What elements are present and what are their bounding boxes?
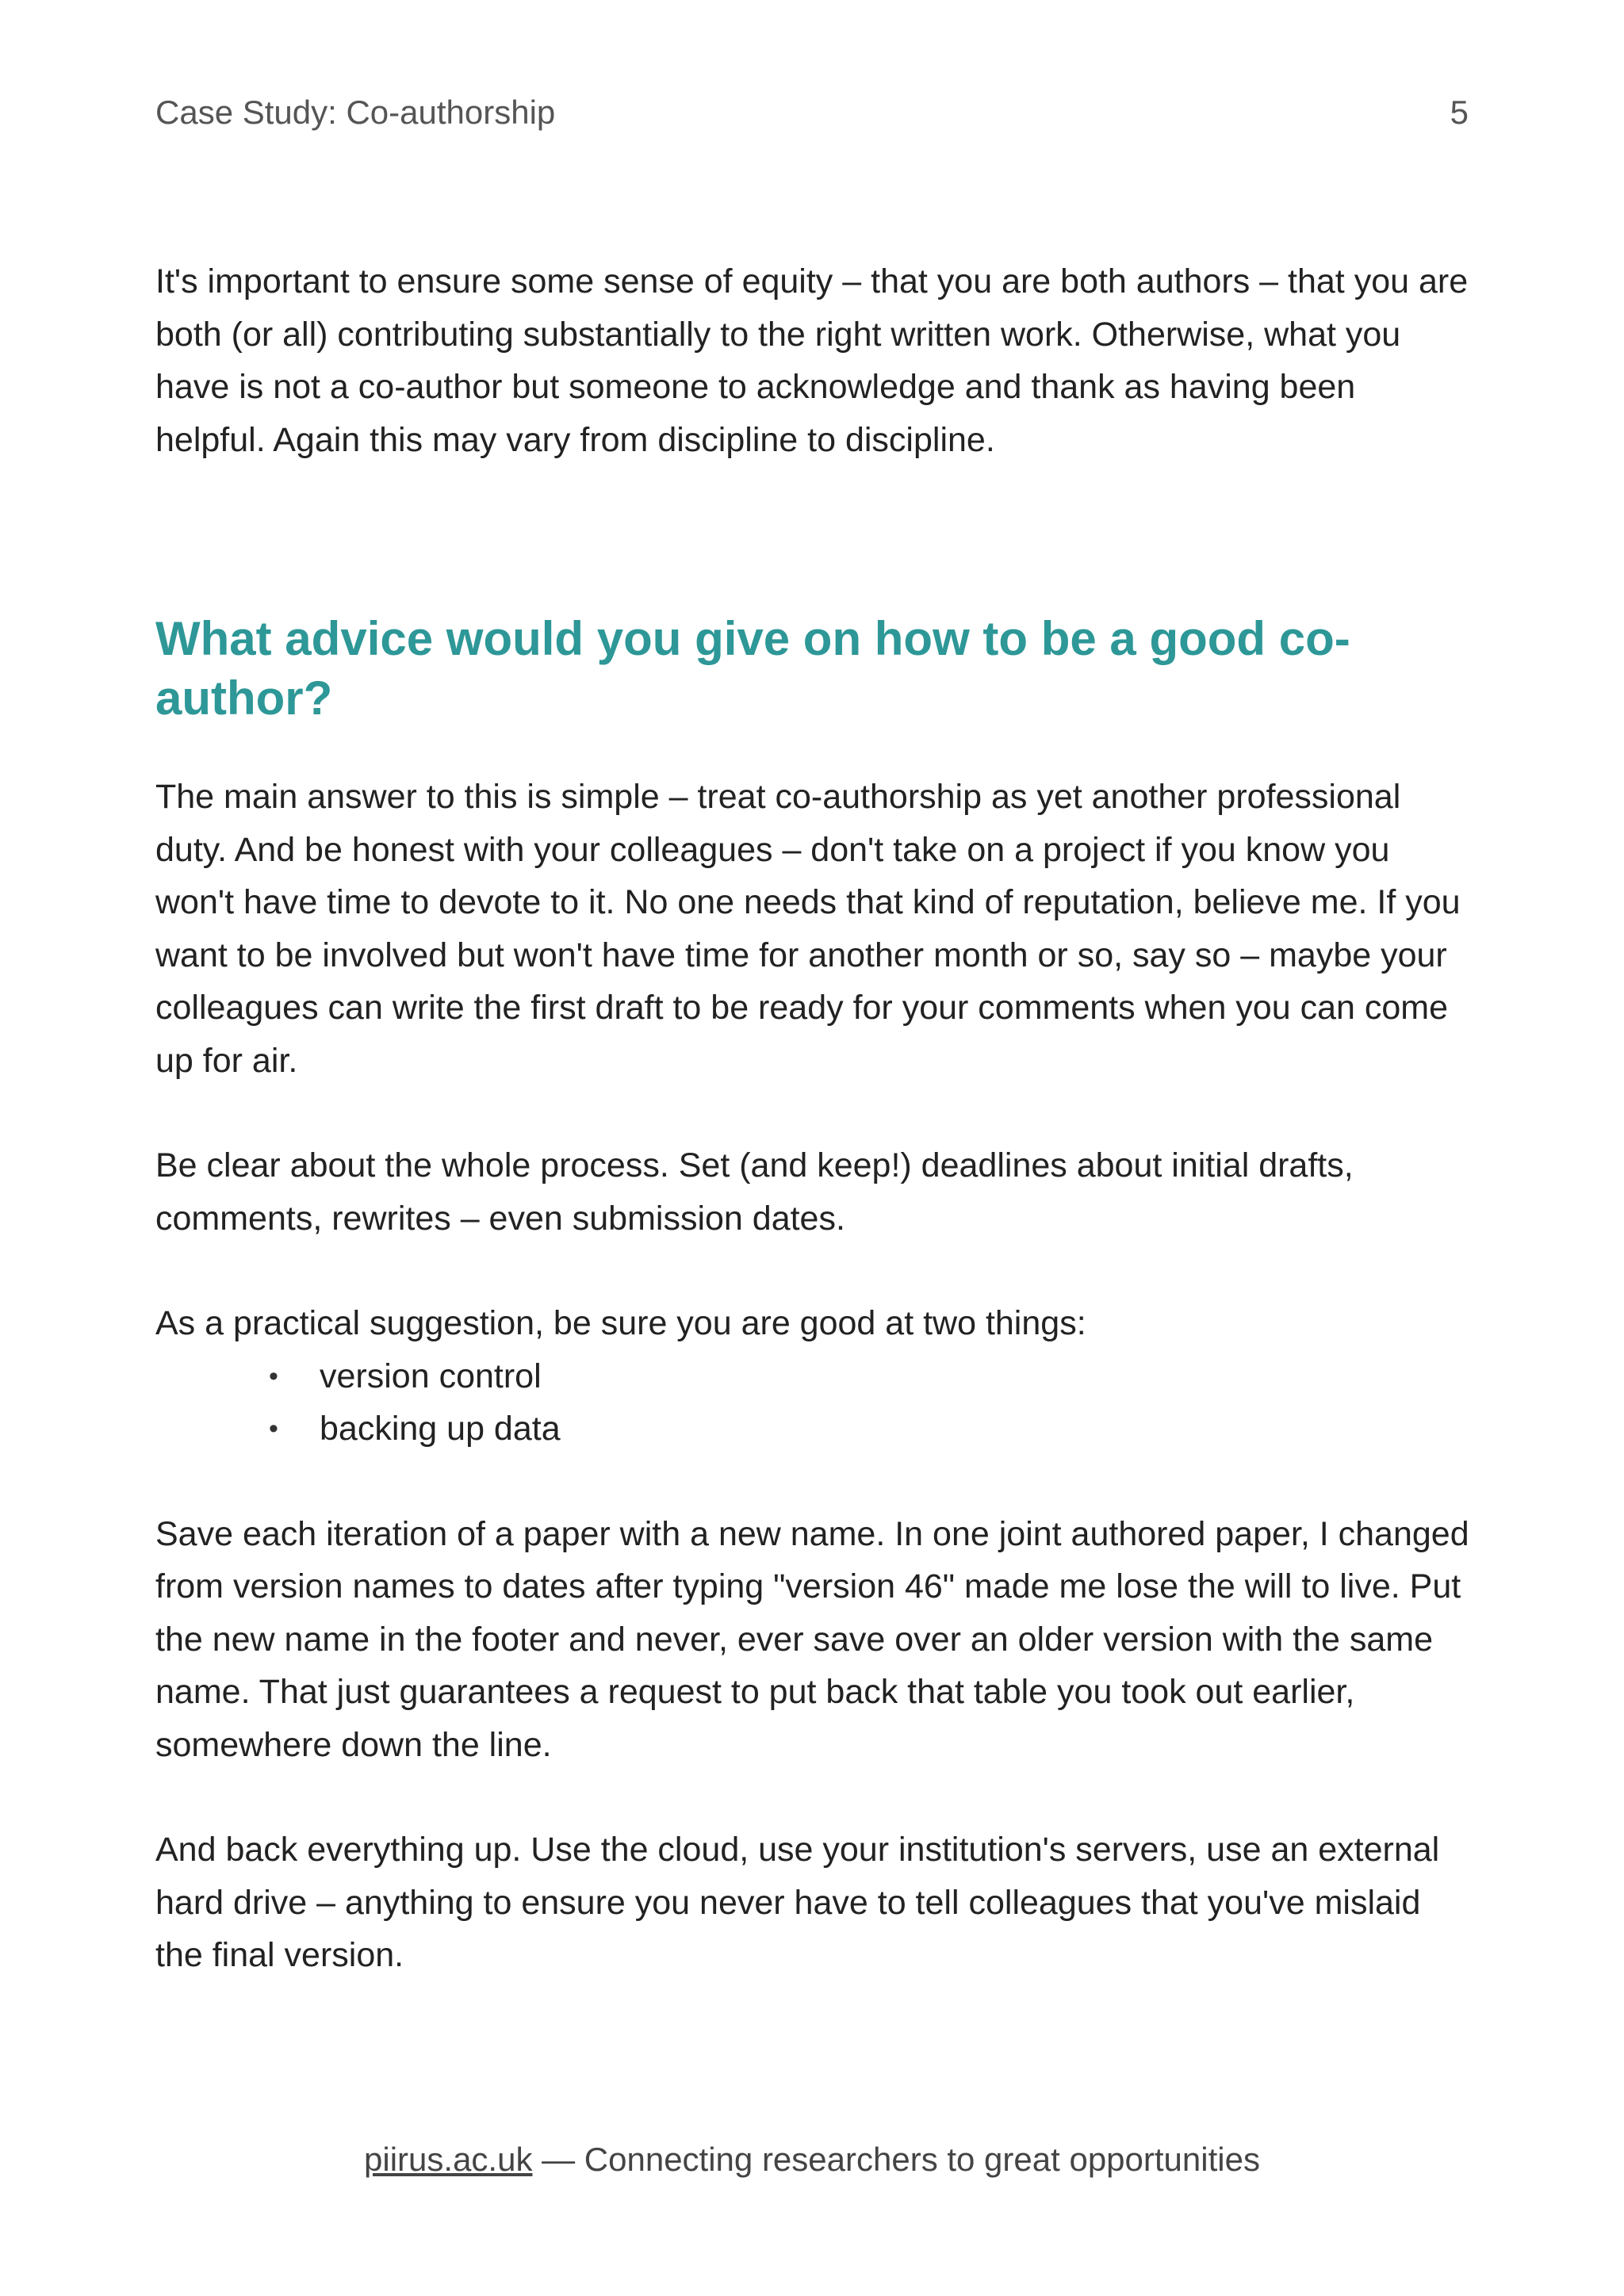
site-link[interactable]: piirus.ac.uk	[364, 2141, 533, 2178]
bullet-icon: •	[269, 1360, 278, 1391]
spacer	[155, 1456, 1472, 1508]
spacer	[155, 1771, 1472, 1823]
list-item	[269, 1350, 1472, 1403]
body-paragraph: As a practical suggestion, be sure you are good at two things:	[155, 1304, 1086, 1342]
body-paragraph: And back everything up. Use the cloud, use your institution's servers, use an external hard drive – anything to ensure you never have to tell colleagues that you've mislaid the final version.	[155, 1831, 1440, 1974]
list-item-text: version control	[320, 1357, 542, 1395]
section-heading: What advice would you give on how to be a good co-author?	[155, 612, 1350, 725]
body-paragraph: The main answer to this is simple – treat co-authorship as yet another professional duty. And be honest with your colleagues – don't take on a project if you know you won't have time to devote to it. No one needs that kind of reputation, believe me. If you want to be involved but won't have time for another month or so, say so – maybe your colleagues can write the first draft to be ready for your comments when you can come up for air.	[155, 778, 1461, 1080]
bullet-icon: •	[269, 1414, 278, 1444]
spacer	[155, 1245, 1472, 1297]
running-title: Case Study: Co-authorship	[155, 94, 556, 131]
list-item-text: backing up data	[320, 1410, 561, 1448]
spacer	[155, 1087, 1472, 1139]
intro-paragraph: It's important to ensure some sense of equity – that you are both authors – that you are both (or all) contributing substantially to the right written work. Otherwise, what you have is not a co-author but someone to acknowledge and thank as having been helpful. Again this may vary from discipline to discipline.	[155, 262, 1469, 459]
bullet-list	[155, 1350, 1472, 1456]
page-content	[155, 255, 1472, 1982]
page-footer	[0, 2141, 1624, 2179]
footer-tagline: — Connecting researchers to great opportunities	[532, 2141, 1260, 2178]
list-item	[269, 1402, 1472, 1456]
page-header	[155, 94, 1469, 141]
spacer	[155, 728, 1472, 771]
page-number: 5	[1450, 94, 1469, 131]
body-paragraph: Save each iteration of a paper with a new name. In one joint authored paper, I changed from version names to dates after typing "version 46" made me lose the will to live. Put the new name in the footer and never, ever save over an older version with the same name. That just guarantees a request to put back that table you took out earlier, somewhere down the line.	[155, 1514, 1469, 1764]
body-paragraph: Be clear about the whole process. Set (and keep!) deadlines about initial drafts, comments, rewrites – even submission dates.	[155, 1146, 1354, 1238]
spacer	[155, 466, 1472, 609]
